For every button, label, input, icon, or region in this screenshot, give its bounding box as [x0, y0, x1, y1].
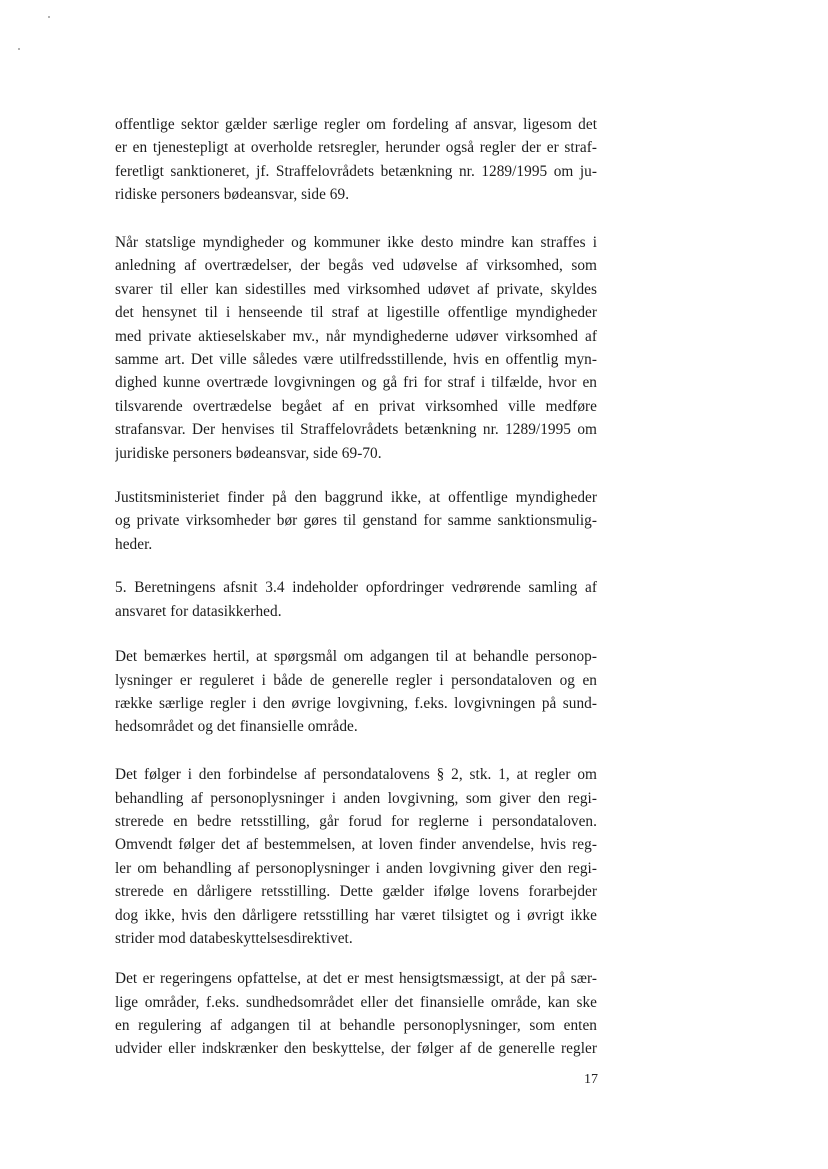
- text-line: juridiske personers bødeansvar, side 69-70.: [115, 444, 382, 462]
- body-paragraph: [115, 486, 597, 556]
- body-paragraph: [115, 967, 597, 1061]
- text-line: heder.: [115, 535, 153, 553]
- text-line: er en tjenestepligt at overholde retsregler, herunder også regler der er straf-: [115, 139, 597, 157]
- text-line: offentlige sektor gælder særlige regler om fordeling af ansvar, ligesom det: [115, 116, 597, 133]
- text-line: tilsvarende overtrædelse begået af en privat virksomhed ville medføre: [115, 397, 597, 415]
- text-line: Det følger i den forbindelse af persondatalovens § 2, stk. 1, at regler om: [115, 766, 597, 784]
- body-paragraph: [115, 576, 597, 623]
- text-line: svarer til eller kan sidestilles med virksomhed udøvet af private, skyldes: [115, 280, 597, 298]
- text-line: Justitsministeriet finder på den baggrund ikke, at offentlige myndigheder: [115, 489, 597, 507]
- text-line: strerede en dårligere retsstilling. Dette gælder ifølge lovens forarbejder: [115, 883, 597, 901]
- text-line: strafansvar. Der henvises til Straffelovrådets betænkning nr. 1289/1995 om: [115, 421, 597, 439]
- text-line: Det er regeringens opfattelse, at det er mest hensigtsmæssigt, at der på sær-: [115, 970, 597, 988]
- text-line: strerede en bedre retsstilling, går forud for reglerne i persondataloven.: [115, 812, 597, 830]
- text-line: Omvendt følger det af bestemmelsen, at loven finder anvendelse, hvis reg-: [115, 836, 597, 854]
- text-line: ridiske personers bødeansvar, side 69.: [115, 186, 350, 204]
- body-paragraph: [115, 113, 597, 207]
- text-line: lige områder, f.eks. sundhedsområdet eller det finansielle område, kan ske: [115, 993, 597, 1011]
- text-line: det hensynet til i henseende til straf at ligestille offentlige myndigheder: [115, 304, 597, 322]
- text-line: lysninger er reguleret i både de generelle regler i persondataloven og en: [115, 671, 597, 689]
- text-line: feretligt sanktioneret, jf. Straffelovrådets betænkning nr. 1289/1995 om ju-: [115, 162, 597, 180]
- body-paragraph: [115, 645, 597, 739]
- text-line: dog ikke, hvis den dårligere retsstilling har været tilsigtet og i øvrigt ikke: [115, 906, 597, 924]
- text-line: en regulering af adgangen til at behandle personoplysninger, som enten: [115, 1016, 597, 1034]
- scan-artifact-dot: [48, 16, 50, 18]
- body-paragraph: [115, 231, 597, 465]
- text-column: [115, 113, 597, 1083]
- text-line: samme art. Det ville således være utilfredsstillende, hvis en offentlig myn-: [115, 351, 597, 369]
- text-line: række særlige regler i den øvrige lovgivning, f.eks. lovgivningen på sund-: [115, 694, 597, 712]
- scan-artifact-dot: [18, 48, 20, 50]
- text-line: behandling af personoplysninger i anden lovgivning, som giver den regi-: [115, 789, 597, 807]
- text-line: Når statslige myndigheder og kommuner ikke desto mindre kan straffes i: [115, 234, 597, 252]
- page-number: 17: [584, 1072, 598, 1087]
- text-line: dighed kunne overtræde lovgivningen og gå fri for straf i tilfælde, hvor en: [115, 374, 597, 392]
- text-line: strider mod databeskyttelsesdirektivet.: [115, 929, 353, 947]
- text-line: ansvaret for datasikkerhed.: [115, 602, 282, 620]
- text-line: hedsområdet og det finansielle område.: [115, 718, 358, 736]
- text-line: 5. Beretningens afsnit 3.4 indeholder opfordringer vedrørende samling af: [115, 579, 597, 597]
- text-line: udvider eller indskrænker den beskyttelse, der følger af de generelle regler: [115, 1040, 597, 1058]
- text-line: og private virksomheder bør gøres til genstand for samme sanktionsmulig-: [115, 512, 597, 530]
- text-line: Det bemærkes hertil, at spørgsmål om adgangen til at behandle personop-: [115, 648, 597, 666]
- text-line: ler om behandling af personoplysninger i anden lovgivning giver den regi-: [115, 859, 597, 877]
- text-line: anledning af overtrædelser, der begås ved udøvelse af virksomhed, som: [115, 257, 597, 275]
- text-line: med private aktieselskaber mv., når myndighederne udøver virksomhed af: [115, 327, 597, 345]
- body-paragraph: [115, 763, 597, 950]
